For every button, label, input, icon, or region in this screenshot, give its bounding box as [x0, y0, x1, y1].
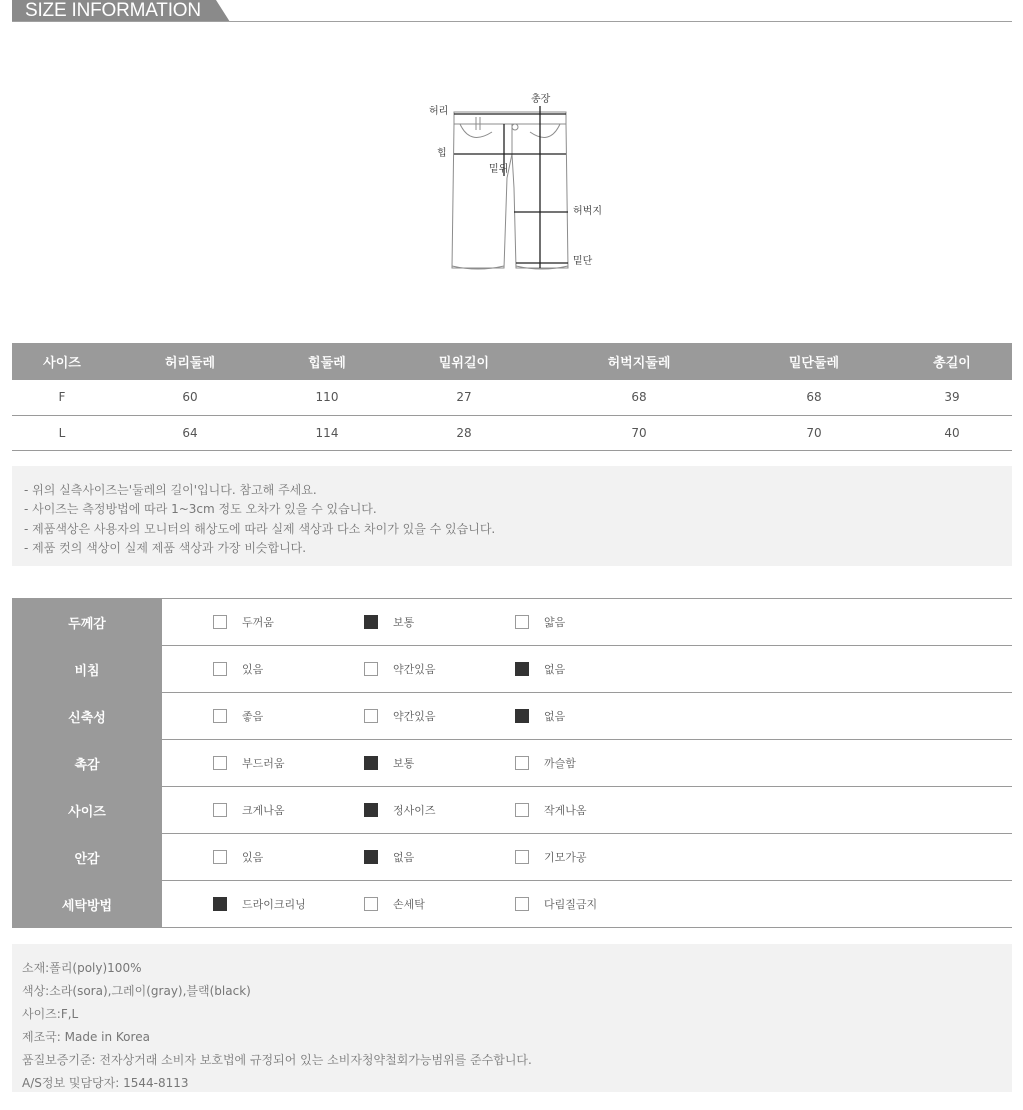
property-option: [515, 834, 587, 880]
checkbox-icon: [515, 615, 529, 629]
label-waist: 허리: [429, 106, 449, 117]
option-label: 약간있음: [393, 710, 436, 723]
option-label: 크게나옴: [242, 804, 285, 817]
header-divider: [12, 21, 1012, 22]
option-label: 약간있음: [393, 663, 436, 676]
checkbox-icon: [364, 803, 378, 817]
size-notes: [12, 466, 1012, 566]
property-option: [515, 599, 565, 645]
section-title: SIZE INFORMATION: [25, 0, 201, 21]
option-label: 없음: [544, 710, 566, 723]
table-cell: 68: [736, 380, 892, 415]
checkbox-icon: [213, 803, 227, 817]
label-length: 총장: [531, 94, 551, 105]
checkbox-icon: [213, 850, 227, 864]
property-option: [364, 646, 436, 692]
checkbox-icon: [515, 662, 529, 676]
checkbox-icon: [213, 662, 227, 676]
property-label: 촉감: [12, 740, 162, 786]
property-table: [12, 598, 1012, 928]
option-label: 있음: [242, 851, 264, 864]
table-cell: 28: [386, 415, 542, 450]
property-row-sheerness: [12, 646, 1012, 693]
checkbox-icon: [515, 897, 529, 911]
option-label: 좋음: [242, 710, 264, 723]
label-rise: 밑위: [489, 164, 509, 175]
property-row-texture: [12, 740, 1012, 787]
table-row: [12, 380, 1012, 415]
col-header-hem: 밑단둘레: [736, 343, 892, 380]
table-cell: 70: [736, 415, 892, 450]
property-row-stretch: [12, 693, 1012, 740]
checkbox-icon: [364, 709, 378, 723]
checkbox-icon: [213, 615, 227, 629]
table-cell: 114: [268, 415, 386, 450]
property-option: [213, 599, 274, 645]
checkbox-icon: [213, 756, 227, 770]
option-label: 까슬함: [544, 757, 576, 770]
info-color: 색상:소라(sora),그레이(gray),블랙(black): [22, 984, 251, 998]
size-table: [12, 343, 1012, 451]
checkbox-icon: [364, 756, 378, 770]
col-header-size: 사이즈: [12, 343, 112, 380]
property-label: 세탁방법: [12, 881, 162, 927]
note-line: - 제품색상은 사용자의 모니터의 해상도에 따라 실제 색상과 다소 차이가 있을 수 있습니다.: [24, 521, 496, 536]
checkbox-icon: [364, 897, 378, 911]
checkbox-icon: [515, 850, 529, 864]
property-option: [364, 693, 436, 739]
property-option: [213, 787, 285, 833]
option-label: 보통: [393, 616, 415, 629]
option-label: 없음: [393, 851, 415, 864]
property-label: 안감: [12, 834, 162, 880]
checkbox-icon: [364, 850, 378, 864]
option-label: 다림질금지: [544, 898, 598, 911]
checkbox-icon: [515, 709, 529, 723]
col-header-length: 총길이: [892, 343, 1012, 380]
note-line: - 사이즈는 측정방법에 따라 1~3cm 정도 오차가 있을 수 있습니다.: [24, 502, 377, 517]
table-cell: F: [12, 380, 112, 415]
info-sizes: 사이즈:F,L: [22, 1007, 79, 1021]
col-header-waist: 허리둘레: [112, 343, 268, 380]
option-label: 부드러움: [242, 757, 285, 770]
table-cell: 27: [386, 380, 542, 415]
table-row: [12, 415, 1012, 450]
label-hip: 힙: [437, 148, 447, 159]
table-cell: 60: [112, 380, 268, 415]
col-header-thigh: 허벅지둘레: [542, 343, 736, 380]
product-info: [12, 944, 1012, 1092]
property-option: [364, 740, 414, 786]
info-origin: 제조국: Made in Korea: [22, 1030, 150, 1044]
property-label: 비침: [12, 646, 162, 692]
property-option: [515, 693, 565, 739]
label-hem: 밑단: [573, 256, 593, 267]
property-option: [515, 787, 587, 833]
option-label: 얇음: [544, 616, 566, 629]
info-as-contact: A/S정보 및담당자: 1544-8113: [22, 1076, 189, 1090]
checkbox-icon: [364, 615, 378, 629]
option-label: 정사이즈: [393, 804, 436, 817]
property-option: [364, 599, 414, 645]
table-cell: 40: [892, 415, 1012, 450]
property-option: [515, 881, 597, 927]
col-header-hip: 힙둘레: [268, 343, 386, 380]
property-label: 신축성: [12, 693, 162, 739]
note-line: - 위의 실측사이즈는'둘레의 길이'입니다. 참고해 주세요.: [24, 483, 317, 497]
property-row-thickness: [12, 599, 1012, 646]
checkbox-icon: [515, 756, 529, 770]
size-table-header: [12, 343, 1012, 380]
property-label: 사이즈: [12, 787, 162, 833]
checkbox-icon: [213, 709, 227, 723]
property-option: [364, 834, 414, 880]
option-label: 있음: [242, 663, 264, 676]
measurement-diagram: [420, 88, 620, 278]
property-option: [364, 881, 425, 927]
label-thigh: 허벅지: [573, 206, 602, 217]
property-label: 두께감: [12, 599, 162, 645]
property-option: [213, 740, 285, 786]
property-option: [515, 740, 576, 786]
table-cell: 110: [268, 380, 386, 415]
option-label: 기모가공: [544, 851, 587, 864]
shorts-illustration: [420, 88, 620, 278]
info-warranty: 품질보증기준: 전자상거래 소비자 보호법에 규정되어 있는 소비자청약철회가능범위를 준수합니다.: [22, 1053, 532, 1067]
info-material: 소재:폴리(poly)100%: [22, 961, 142, 975]
property-option: [213, 881, 306, 927]
section-header: [12, 0, 1012, 22]
checkbox-icon: [515, 803, 529, 817]
property-option: [515, 646, 565, 692]
checkbox-icon: [213, 897, 227, 911]
property-row-fit: [12, 787, 1012, 834]
table-cell: L: [12, 415, 112, 450]
property-option: [213, 646, 263, 692]
col-header-rise: 밑위길이: [386, 343, 542, 380]
option-label: 손세탁: [393, 898, 425, 911]
table-cell: 39: [892, 380, 1012, 415]
property-row-washing: [12, 881, 1012, 928]
option-label: 두꺼움: [242, 616, 274, 629]
table-cell: 68: [542, 380, 736, 415]
property-option: [213, 834, 263, 880]
property-option: [364, 787, 436, 833]
option-label: 작게나옴: [544, 804, 587, 817]
property-row-lining: [12, 834, 1012, 881]
table-cell: 70: [542, 415, 736, 450]
property-option: [213, 693, 263, 739]
table-cell: 64: [112, 415, 268, 450]
checkbox-icon: [364, 662, 378, 676]
note-line: - 제품 컷의 색상이 실제 제품 색상과 가장 비슷합니다.: [24, 540, 307, 555]
option-label: 없음: [544, 663, 566, 676]
option-label: 드라이크리닝: [242, 898, 306, 911]
option-label: 보통: [393, 757, 415, 770]
